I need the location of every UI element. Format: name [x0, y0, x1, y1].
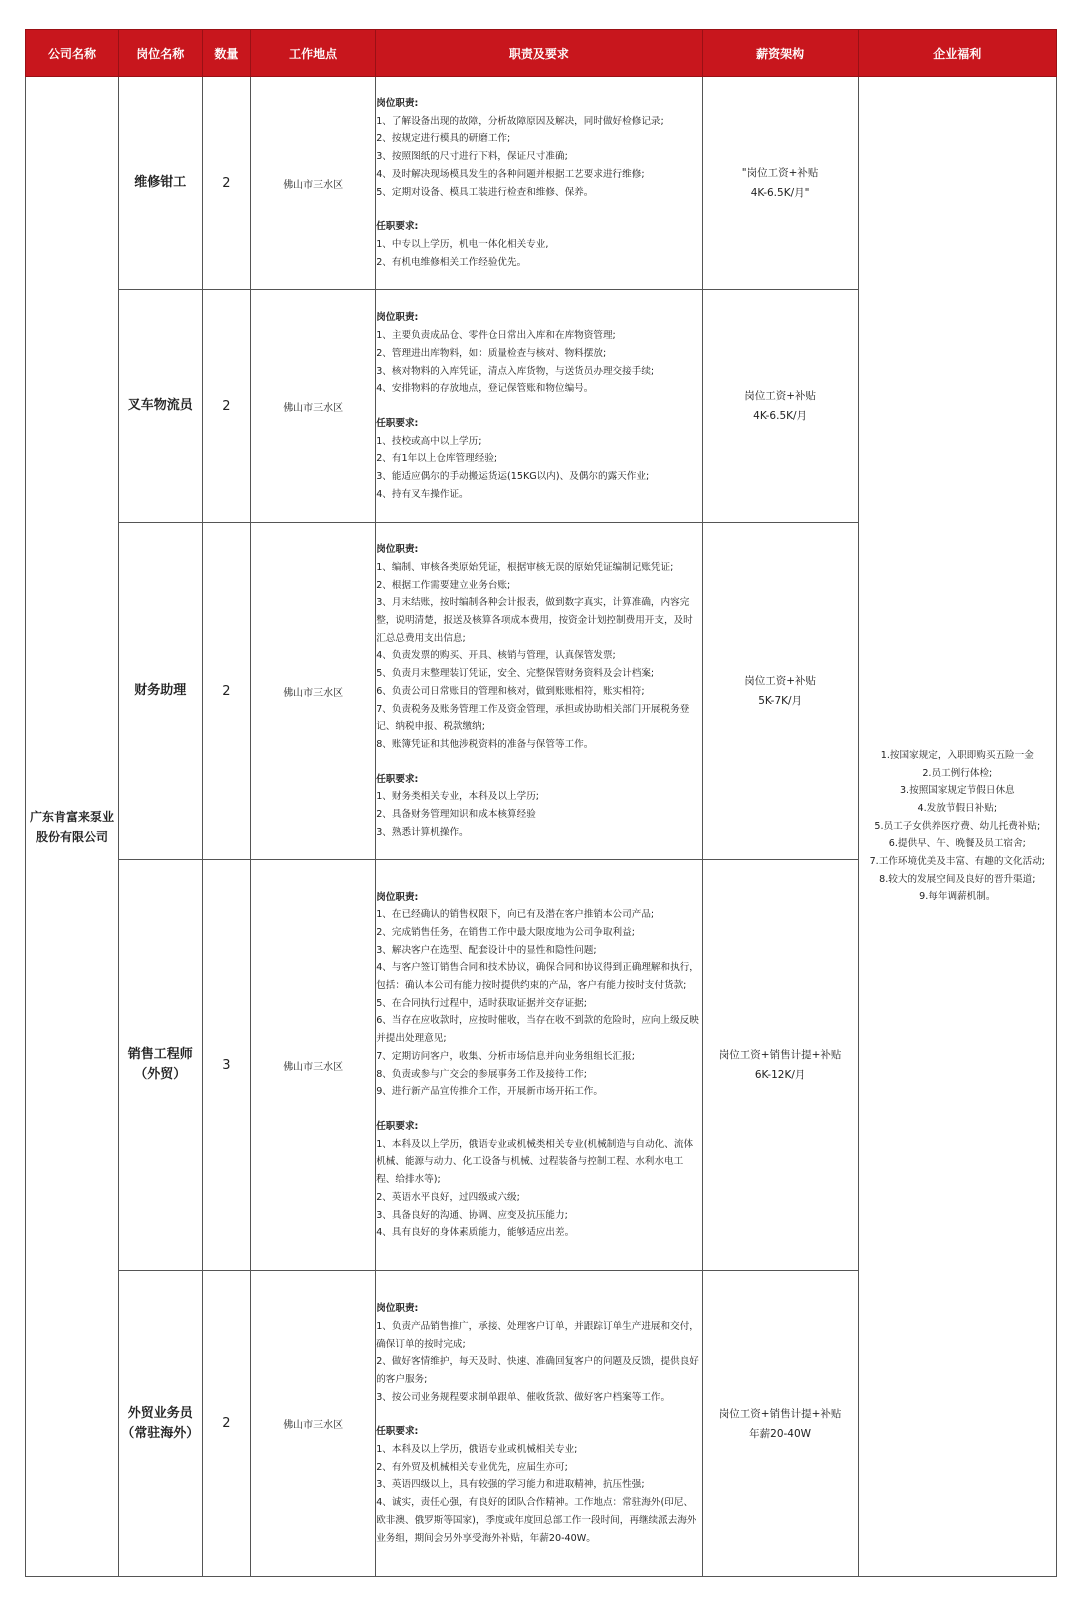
headcount-value: 2 — [222, 683, 231, 699]
company-name: 广东肯富来泵业股份有限公司 — [29, 809, 114, 844]
requirements-heading: 任职要求: — [376, 1121, 419, 1132]
location-cell — [251, 860, 376, 1271]
benefit-item: 3.按照国家规定节假日休息 — [899, 785, 1015, 797]
requirement-item: 2、有1年以上仓库管理经验; — [376, 453, 498, 465]
position-title: 销售工程师 — [127, 1047, 193, 1063]
duty-item: 1、了解设备出现的故障，分析故障原因及解决，同时做好检修记录; — [376, 115, 664, 127]
duty-item: 1、主要负责成品仓、零件仓日常出入库和在库物资管理; — [376, 330, 616, 342]
requirement-item: 4、持有叉车操作证。 — [376, 488, 469, 500]
benefit-item: 5.员工子女供养医疗费、幼儿托费补贴; — [874, 820, 1041, 832]
requirements-heading: 任职要求: — [376, 773, 419, 785]
requirements-heading: 任职要求: — [376, 1426, 419, 1438]
duty-item: 2、完成销售任务，在销售工作中最大限度地为公司争取利益; — [376, 926, 635, 938]
duties-cell — [376, 1271, 702, 1577]
duty-item: 8、负责或参与广交会的参展事务工作及接待工作; — [376, 1068, 587, 1080]
benefit-item: 9.每年调薪机制。 — [919, 891, 996, 903]
duty-item: 4、安排物料的存放地点，登记保管账和物位编号。 — [376, 383, 594, 395]
duty-item: 5、负责月末整理装订凭证，安全、完整保管财务资料及会计档案; — [376, 668, 655, 680]
salary-cell — [702, 290, 858, 523]
duties-heading: 岗位职责: — [376, 312, 419, 324]
headcount-cell — [202, 1271, 251, 1577]
requirements-heading: 任职要求: — [376, 221, 419, 233]
duties-cell — [376, 523, 702, 860]
requirements-heading: 任职要求: — [376, 417, 419, 429]
duty-item: 1、在已经确认的销售权限下，向已有及潜在客户推销本公司产品; — [376, 909, 655, 921]
position-cell — [118, 290, 202, 523]
benefit-item: 2.员工例行体检; — [922, 767, 993, 779]
position-cell — [118, 77, 202, 290]
benefit-item: 6.提供早、午、晚餐及员工宿舍; — [888, 838, 1026, 850]
duty-item: 3、按公司业务规程要求制单跟单、催收货款、做好客户档案等工作。 — [376, 1391, 671, 1403]
position-cell — [118, 860, 202, 1271]
benefits-cell — [858, 77, 1056, 1577]
section-gap — [376, 1101, 701, 1118]
duties-heading: 岗位职责: — [376, 544, 419, 556]
requirement-item: 1、中专以上学历，机电一体化相关专业, — [376, 238, 549, 250]
benefit-item: 8.较大的发展空间及良好的晋升渠道; — [879, 873, 1036, 885]
benefit-item: 7.工作环境优美及丰富、有趣的文化活动; — [869, 856, 1046, 868]
position-subtitle: （外贸） — [134, 1067, 187, 1083]
requirement-item: 1、本科及以上学历，俄语专业或机械相关专业; — [376, 1444, 578, 1456]
jobs-table — [25, 29, 1057, 1577]
duty-item: 4、负责发票的购买、开具、核销与管理，认真保管发票; — [376, 650, 616, 662]
headcount-value: 3 — [222, 1057, 231, 1073]
header-position: 岗位名称 — [118, 30, 202, 77]
section-gap — [376, 201, 701, 218]
duties-heading: 岗位职责: — [376, 98, 419, 110]
headcount-cell — [202, 523, 251, 860]
location-cell — [251, 77, 376, 290]
duty-item: 2、管理进出库物料，如：质量检查与核对、物料摆放; — [376, 347, 607, 359]
duty-item: 8、账簿凭证和其他涉税资料的准备与保管等工作。 — [376, 738, 594, 750]
salary-structure: 岗位工资+销售计提+补贴 — [718, 1407, 842, 1420]
section-gap — [376, 398, 701, 415]
header-duties: 职责及要求 — [376, 30, 702, 77]
duty-item: 1、负责产品销售推广，承接、处理客户订单，并跟踪订单生产进展和交付，确保订单的按时完成; — [376, 1320, 699, 1350]
requirement-item: 1、技校或高中以上学历; — [376, 435, 482, 447]
position-cell — [118, 523, 202, 860]
requirement-item: 4、具有良好的身体素质能力，能够适应出差。 — [376, 1227, 575, 1239]
location-cell — [251, 290, 376, 523]
location-value: 佛山市三水区 — [283, 687, 344, 699]
position-title: 外贸业务员 — [127, 1405, 193, 1421]
duty-item: 3、月末结账，按时编制各种会计报表，做到数字真实，计算准确，内容完整，说明清楚，报送及核算各项成本费用，按资金计划控制费用开支，及时汇总总费用支出信息; — [376, 597, 693, 644]
header-count: 数量 — [202, 30, 251, 77]
requirement-item: 1、本科及以上学历，俄语专业或机械类相关专业(机械制造与自动化、流体机械、能源与动力、化工设备与机械、过程装备与控制工程、水利水电工程、给排水等); — [376, 1138, 694, 1186]
duty-item: 3、按照图纸的尺寸进行下料，保证尺寸准确; — [376, 151, 568, 163]
section-gap — [376, 1406, 701, 1423]
benefit-item: 4.发放节假日补贴; — [917, 802, 998, 814]
salary-structure: 岗位工资+补贴 — [744, 675, 817, 688]
salary-range: 6K-12K/月 — [754, 1069, 806, 1082]
duty-item: 9、进行新产品宣传推介工作，开展新市场开拓工作。 — [376, 1086, 603, 1098]
headcount-cell — [202, 860, 251, 1271]
salary-range: 4K-6.5K/月 — [753, 410, 808, 423]
location-cell — [251, 1271, 376, 1577]
duties-heading: 岗位职责: — [376, 891, 419, 903]
requirement-item: 4、诚实，责任心强，有良好的团队合作精神。工作地点：常驻海外(印尼、欧非澳、俄罗斯等国家)，季度或年度回总部工作一段时间，再继续派去海外业务组，期间会另外享受海外补贴，年薪20-40W。 — [376, 1497, 697, 1544]
salary-cell — [702, 1271, 858, 1577]
headcount-value: 2 — [222, 1416, 231, 1432]
duty-item: 3、解决客户在选型、配套设计中的显性和隐性问题; — [376, 944, 597, 956]
requirement-item: 3、英语四级以上，具有较强的学习能力和进取精神，抗压性强; — [376, 1479, 645, 1491]
position-subtitle: （常驻海外） — [121, 1425, 200, 1441]
duties-heading: 岗位职责: — [376, 1303, 419, 1315]
headcount-cell — [202, 77, 251, 290]
headcount-value: 2 — [222, 398, 231, 414]
duty-item: 4、与客户签订销售合同和技术协议，确保合同和协议得到正确理解和执行，包括：确认本公司有能力按时提供约束的产品，客户有能力按时支付货款; — [376, 962, 699, 992]
header-salary: 薪资架构 — [702, 30, 858, 77]
duty-item: 5、定期对设备、模具工装进行检查和维修、保养。 — [376, 186, 594, 198]
salary-cell — [702, 860, 858, 1271]
header-location: 工作地点 — [251, 30, 376, 77]
duty-item: 7、定期访问客户，收集、分析市场信息并向业务组组长汇报; — [376, 1050, 635, 1062]
duty-item: 5、在合同执行过程中，适时获取证据并交存证据; — [376, 997, 587, 1009]
duty-item: 7、负责税务及账务管理工作及资金管理，承担或协助相关部门开展税务登记、纳税申报、税款缴纳; — [376, 703, 690, 733]
location-value: 佛山市三水区 — [283, 1061, 344, 1073]
duties-cell — [376, 860, 702, 1271]
salary-range: 年薪20-40W — [749, 1427, 812, 1440]
location-value: 佛山市三水区 — [283, 1420, 344, 1432]
salary-range: 4K-6.5K/月" — [750, 187, 810, 200]
requirement-item: 2、有机电维修相关工作经验优先。 — [376, 256, 527, 268]
table-row — [26, 77, 1057, 290]
salary-cell — [702, 523, 858, 860]
duty-item: 3、核对物料的入库凭证，清点入库货物，与送货员办理交接手续; — [376, 365, 655, 377]
duty-item: 4、及时解决现场模具发生的各种问题并根据工艺要求进行维修; — [376, 168, 645, 180]
duty-item: 2、做好客情维护，每天及时、快速、准确回复客户的问题及反馈，提供良好的客户服务; — [376, 1356, 699, 1385]
duties-cell — [376, 77, 702, 290]
headcount-value: 2 — [222, 175, 231, 191]
section-gap — [376, 754, 701, 771]
requirement-item: 3、具备良好的沟通、协调、应变及抗压能力; — [376, 1209, 568, 1221]
salary-cell — [702, 77, 858, 290]
duty-item: 1、编制、审核各类原始凭证，根据审核无误的原始凭证编制记账凭证; — [376, 561, 674, 573]
position-cell — [118, 1271, 202, 1577]
salary-range: 5K-7K/月 — [758, 695, 803, 708]
headcount-cell — [202, 290, 251, 523]
requirement-item: 2、英语水平良好，过四级或六级; — [376, 1191, 520, 1203]
position-title: 财务助理 — [134, 683, 187, 699]
salary-structure: 岗位工资+销售计提+补贴 — [718, 1049, 842, 1062]
header-benefits: 企业福利 — [858, 30, 1056, 77]
location-value: 佛山市三水区 — [283, 179, 344, 191]
salary-structure: 岗位工资+补贴 — [744, 390, 817, 403]
salary-structure: "岗位工资+补贴 — [741, 167, 819, 180]
position-title: 维修钳工 — [134, 175, 187, 191]
location-value: 佛山市三水区 — [283, 402, 344, 414]
location-cell — [251, 523, 376, 860]
duties-cell — [376, 290, 702, 523]
requirement-item: 1、财务类相关专业，本科及以上学历; — [376, 791, 540, 803]
requirement-item: 2、有外贸及机械相关专业优先，应届生亦可; — [376, 1461, 568, 1473]
company-cell — [26, 77, 119, 1577]
benefit-item: 1.按国家规定，入职即购买五险一金 — [880, 749, 1034, 761]
requirement-item: 3、能适应偶尔的手动搬运货运(15KG以内)、及偶尔的露天作业; — [376, 471, 650, 483]
header-company: 公司名称 — [26, 30, 119, 77]
requirement-item: 2、具备财务管理知识和成本核算经验 — [376, 809, 536, 821]
position-title: 叉车物流员 — [127, 398, 193, 414]
requirement-item: 3、熟悉计算机操作。 — [376, 826, 469, 838]
duty-item: 2、按规定进行模具的研磨工作; — [376, 133, 511, 145]
duty-item: 2、根据工作需要建立业务台账; — [376, 579, 511, 591]
duty-item: 6、负责公司日常账目的管理和核对，做到账账相符，账实相符; — [376, 685, 645, 697]
duty-item: 6、当存在应收款时，应按时催收，当存在收不到款的危险时，应向上级反映并提出处理意见; — [376, 1015, 699, 1045]
header-row — [26, 30, 1057, 77]
